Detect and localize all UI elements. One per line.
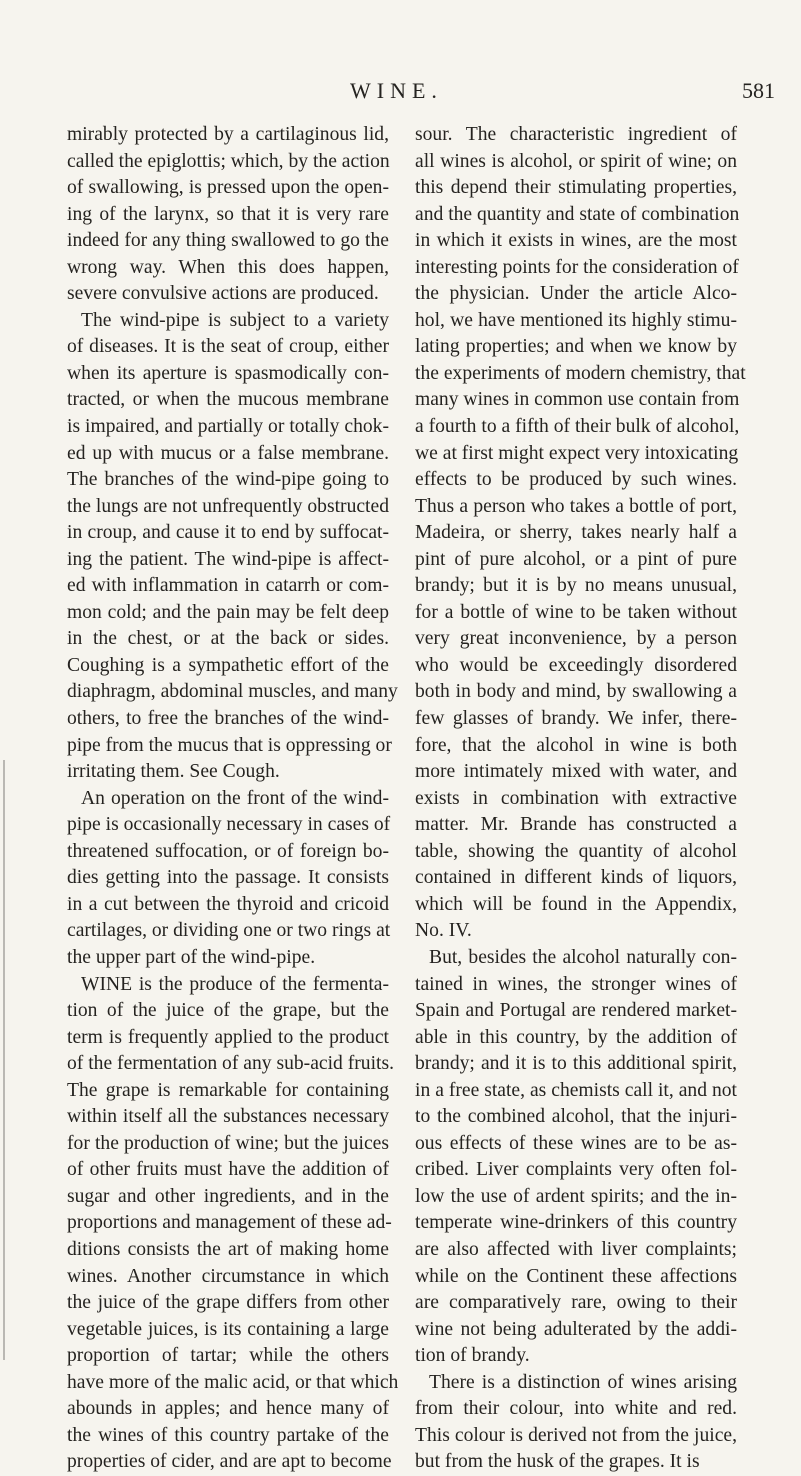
- text-line: for the production of wine; but the juices: [67, 1132, 389, 1154]
- text-line: fore, that the alcohol in wine is both: [415, 734, 737, 756]
- text-line: Coughing is a sympathetic effort of the: [67, 654, 389, 676]
- text-line: wrong way. When this does happen,: [67, 256, 389, 278]
- text-line: properties of cider, and are apt to become: [67, 1451, 392, 1473]
- text-line: The branches of the wind-pipe going to: [67, 469, 389, 491]
- text-line: ed up with mucus or a false membrane.: [67, 442, 389, 464]
- text-line: of the fermentation of any sub-acid fruits.: [67, 1053, 394, 1075]
- text-line: indeed for any thing swallowed to go the: [67, 230, 389, 252]
- text-line: dies getting into the passage. It consists: [67, 867, 389, 889]
- text-line: hol, we have mentioned its highly stimu-: [415, 309, 737, 331]
- text-line: the wines of this country partake of the: [67, 1424, 389, 1446]
- text-line: sugar and other ingredients, and in the: [67, 1185, 389, 1207]
- text-line: matter. Mr. Brande has constructed a: [415, 814, 737, 836]
- text-line: interesting points for the consideration of: [415, 256, 739, 278]
- text-line: contained in different kinds of liquors,: [415, 867, 737, 889]
- text-line: are comparatively rare, owing to their: [415, 1292, 737, 1314]
- text-line: pipe is occasionally necessary in cases of: [67, 814, 391, 836]
- text-line: diaphragm, abdominal muscles, and many: [67, 681, 398, 703]
- text-line: who would be exceedingly disordered: [415, 654, 737, 676]
- text-line: There is a distinction of wines arising: [429, 1371, 737, 1393]
- text-line: Madeira, or sherry, takes nearly half a: [415, 522, 737, 544]
- text-line: while on the Continent these affections: [415, 1265, 737, 1287]
- running-head: WINE.: [350, 78, 443, 103]
- text-line: is impaired, and partially or totally chok-: [67, 416, 389, 438]
- text-line: others, to free the branches of the wind-: [67, 708, 389, 730]
- text-line: Thus a person who takes a bottle of port,: [415, 495, 737, 517]
- text-line: threatened suffocation, or of foreign bo-: [67, 840, 389, 862]
- text-line: Spain and Portugal are rendered market-: [415, 1000, 737, 1022]
- text-line: tion of the juice of the grape, but the: [67, 1000, 389, 1022]
- text-line: ous effects of these wines are to be as-: [415, 1132, 737, 1154]
- page-number: 581: [742, 78, 775, 103]
- text-line: tracted, or when the mucous membrane: [67, 389, 389, 411]
- text-line: many wines in common use contain from: [415, 389, 740, 411]
- text-line: few glasses of brandy. We infer, there-: [415, 708, 737, 730]
- text-line: sour. The characteristic ingredient of: [415, 124, 737, 145]
- text-line: irritating them. See Cough.: [67, 761, 280, 783]
- text-line: brandy; but it is by no means unusual,: [415, 575, 737, 597]
- text-line: vegetable juices, is its containing a large: [67, 1318, 389, 1340]
- text-line: have more of the malic acid, or that which: [67, 1371, 399, 1393]
- text-line: The grape is remarkable for containing: [67, 1079, 389, 1101]
- text-line: from their colour, into white and red.: [415, 1398, 737, 1420]
- page-edge-rule: [3, 760, 5, 1360]
- text-line: low the use of ardent spirits; and the in-: [415, 1185, 737, 1207]
- text-line: of other fruits must have the addition of: [67, 1159, 389, 1181]
- text-line: the physician. Under the article Alco-: [415, 283, 737, 305]
- text-line: No. IV.: [415, 920, 472, 942]
- text-line: ditions consists the art of making home: [67, 1238, 389, 1260]
- text-line: ing the patient. The wind-pipe is affect-: [67, 548, 389, 570]
- text-line: cribed. Liver complaints very often fol-: [415, 1159, 737, 1181]
- text-line: proportions and management of these ad-: [67, 1212, 392, 1234]
- text-line: which will be found in the Appendix,: [415, 893, 737, 915]
- text-line: tion of brandy.: [415, 1345, 530, 1367]
- text-line: mirably protected by a cartilaginous lid,: [67, 124, 389, 145]
- text-line: abounds in apples; and hence many of: [67, 1398, 389, 1420]
- text-line: brandy; and it is to this additional spirit,: [415, 1053, 737, 1075]
- text-line: this depend their stimulating properties,: [415, 177, 737, 199]
- text-line: the juice of the grape differs from other: [67, 1292, 389, 1314]
- text-line: in croup, and cause it to end by suffocat-: [67, 522, 389, 544]
- text-line: for a bottle of wine to be taken without: [415, 601, 737, 623]
- text-line: severe convulsive actions are produced.: [67, 283, 379, 305]
- text-line: ed with inflammation in catarrh or com-: [67, 575, 389, 597]
- text-line: in the chest, or at the back or sides.: [67, 628, 389, 650]
- text-line: proportion of tartar; while the others: [67, 1345, 389, 1367]
- text-line: But, besides the alcohol naturally con-: [429, 946, 737, 968]
- text-line: wine not being adulterated by the addi-: [415, 1318, 737, 1340]
- text-line: of swallowing, is pressed upon the open-: [67, 177, 389, 199]
- text-line: term is frequently applied to the product: [67, 1026, 389, 1048]
- text-line: in a cut between the thyroid and cricoid: [67, 893, 389, 915]
- text-line: mon cold; and the pain may be felt deep: [67, 601, 389, 623]
- text-line: the upper part of the wind-pipe.: [67, 946, 316, 968]
- text-line: both in body and mind, by swallowing a: [415, 681, 737, 703]
- right-column: [415, 122, 746, 1476]
- page-header: [0, 78, 801, 108]
- text-line: The wind-pipe is subject to a variety: [81, 309, 389, 331]
- text-line: lating properties; and when we know by: [415, 336, 737, 358]
- text-line: a fourth to a fifth of their bulk of alcohol,: [415, 416, 740, 438]
- text-line: able in this country, by the addition of: [415, 1026, 737, 1048]
- text-line: to the combined alcohol, that the injuri-: [415, 1106, 737, 1128]
- text-line: effects to be produced by such wines.: [415, 469, 737, 491]
- text-line: the experiments of modern chemistry, that: [415, 362, 746, 384]
- text-line: within itself all the substances necessary: [67, 1106, 389, 1128]
- text-line: This colour is derived not from the juice,: [415, 1424, 737, 1446]
- text-line: WINE is the produce of the fermenta-: [81, 973, 389, 995]
- text-line: but from the husk of the grapes. It is: [415, 1451, 700, 1473]
- text-line: cartilages, or dividing one or two rings at: [67, 920, 391, 942]
- text-line: all wines is alcohol, or spirit of wine; on: [415, 150, 737, 172]
- text-line: of diseases. It is the seat of croup, either: [67, 336, 389, 358]
- text-line: pint of pure alcohol, or a pint of pure: [415, 548, 737, 570]
- text-line: more intimately mixed with water, and: [415, 761, 737, 783]
- text-line: we at first might expect very intoxicating: [415, 442, 739, 464]
- text-line: in which it exists in wines, are the most: [415, 230, 737, 252]
- text-line: very great inconvenience, by a person: [415, 628, 737, 650]
- text-line: An operation on the front of the wind-: [81, 787, 389, 809]
- text-line: ing of the larynx, so that it is very rare: [67, 203, 389, 225]
- text-line: and the quantity and state of combination: [415, 203, 740, 225]
- text-line: pipe from the mucus that is oppressing or: [67, 734, 392, 756]
- text-line: the lungs are not unfrequently obstructed: [67, 495, 389, 517]
- text-line: wines. Another circumstance in which: [67, 1265, 389, 1287]
- text-line: tained in wines, the stronger wines of: [415, 973, 737, 995]
- text-line: table, showing the quantity of alcohol: [415, 840, 737, 862]
- text-line: temperate wine-drinkers of this country: [415, 1212, 737, 1234]
- text-line: are also affected with liver complaints;: [415, 1238, 737, 1260]
- text-line: in a free state, as chemists call it, and not: [415, 1079, 737, 1101]
- text-line: exists in combination with extractive: [415, 787, 737, 809]
- text-line: called the epiglottis; which, by the action: [67, 150, 390, 172]
- text-line: when its aperture is spasmodically con-: [67, 362, 389, 384]
- left-column: [67, 122, 399, 1476]
